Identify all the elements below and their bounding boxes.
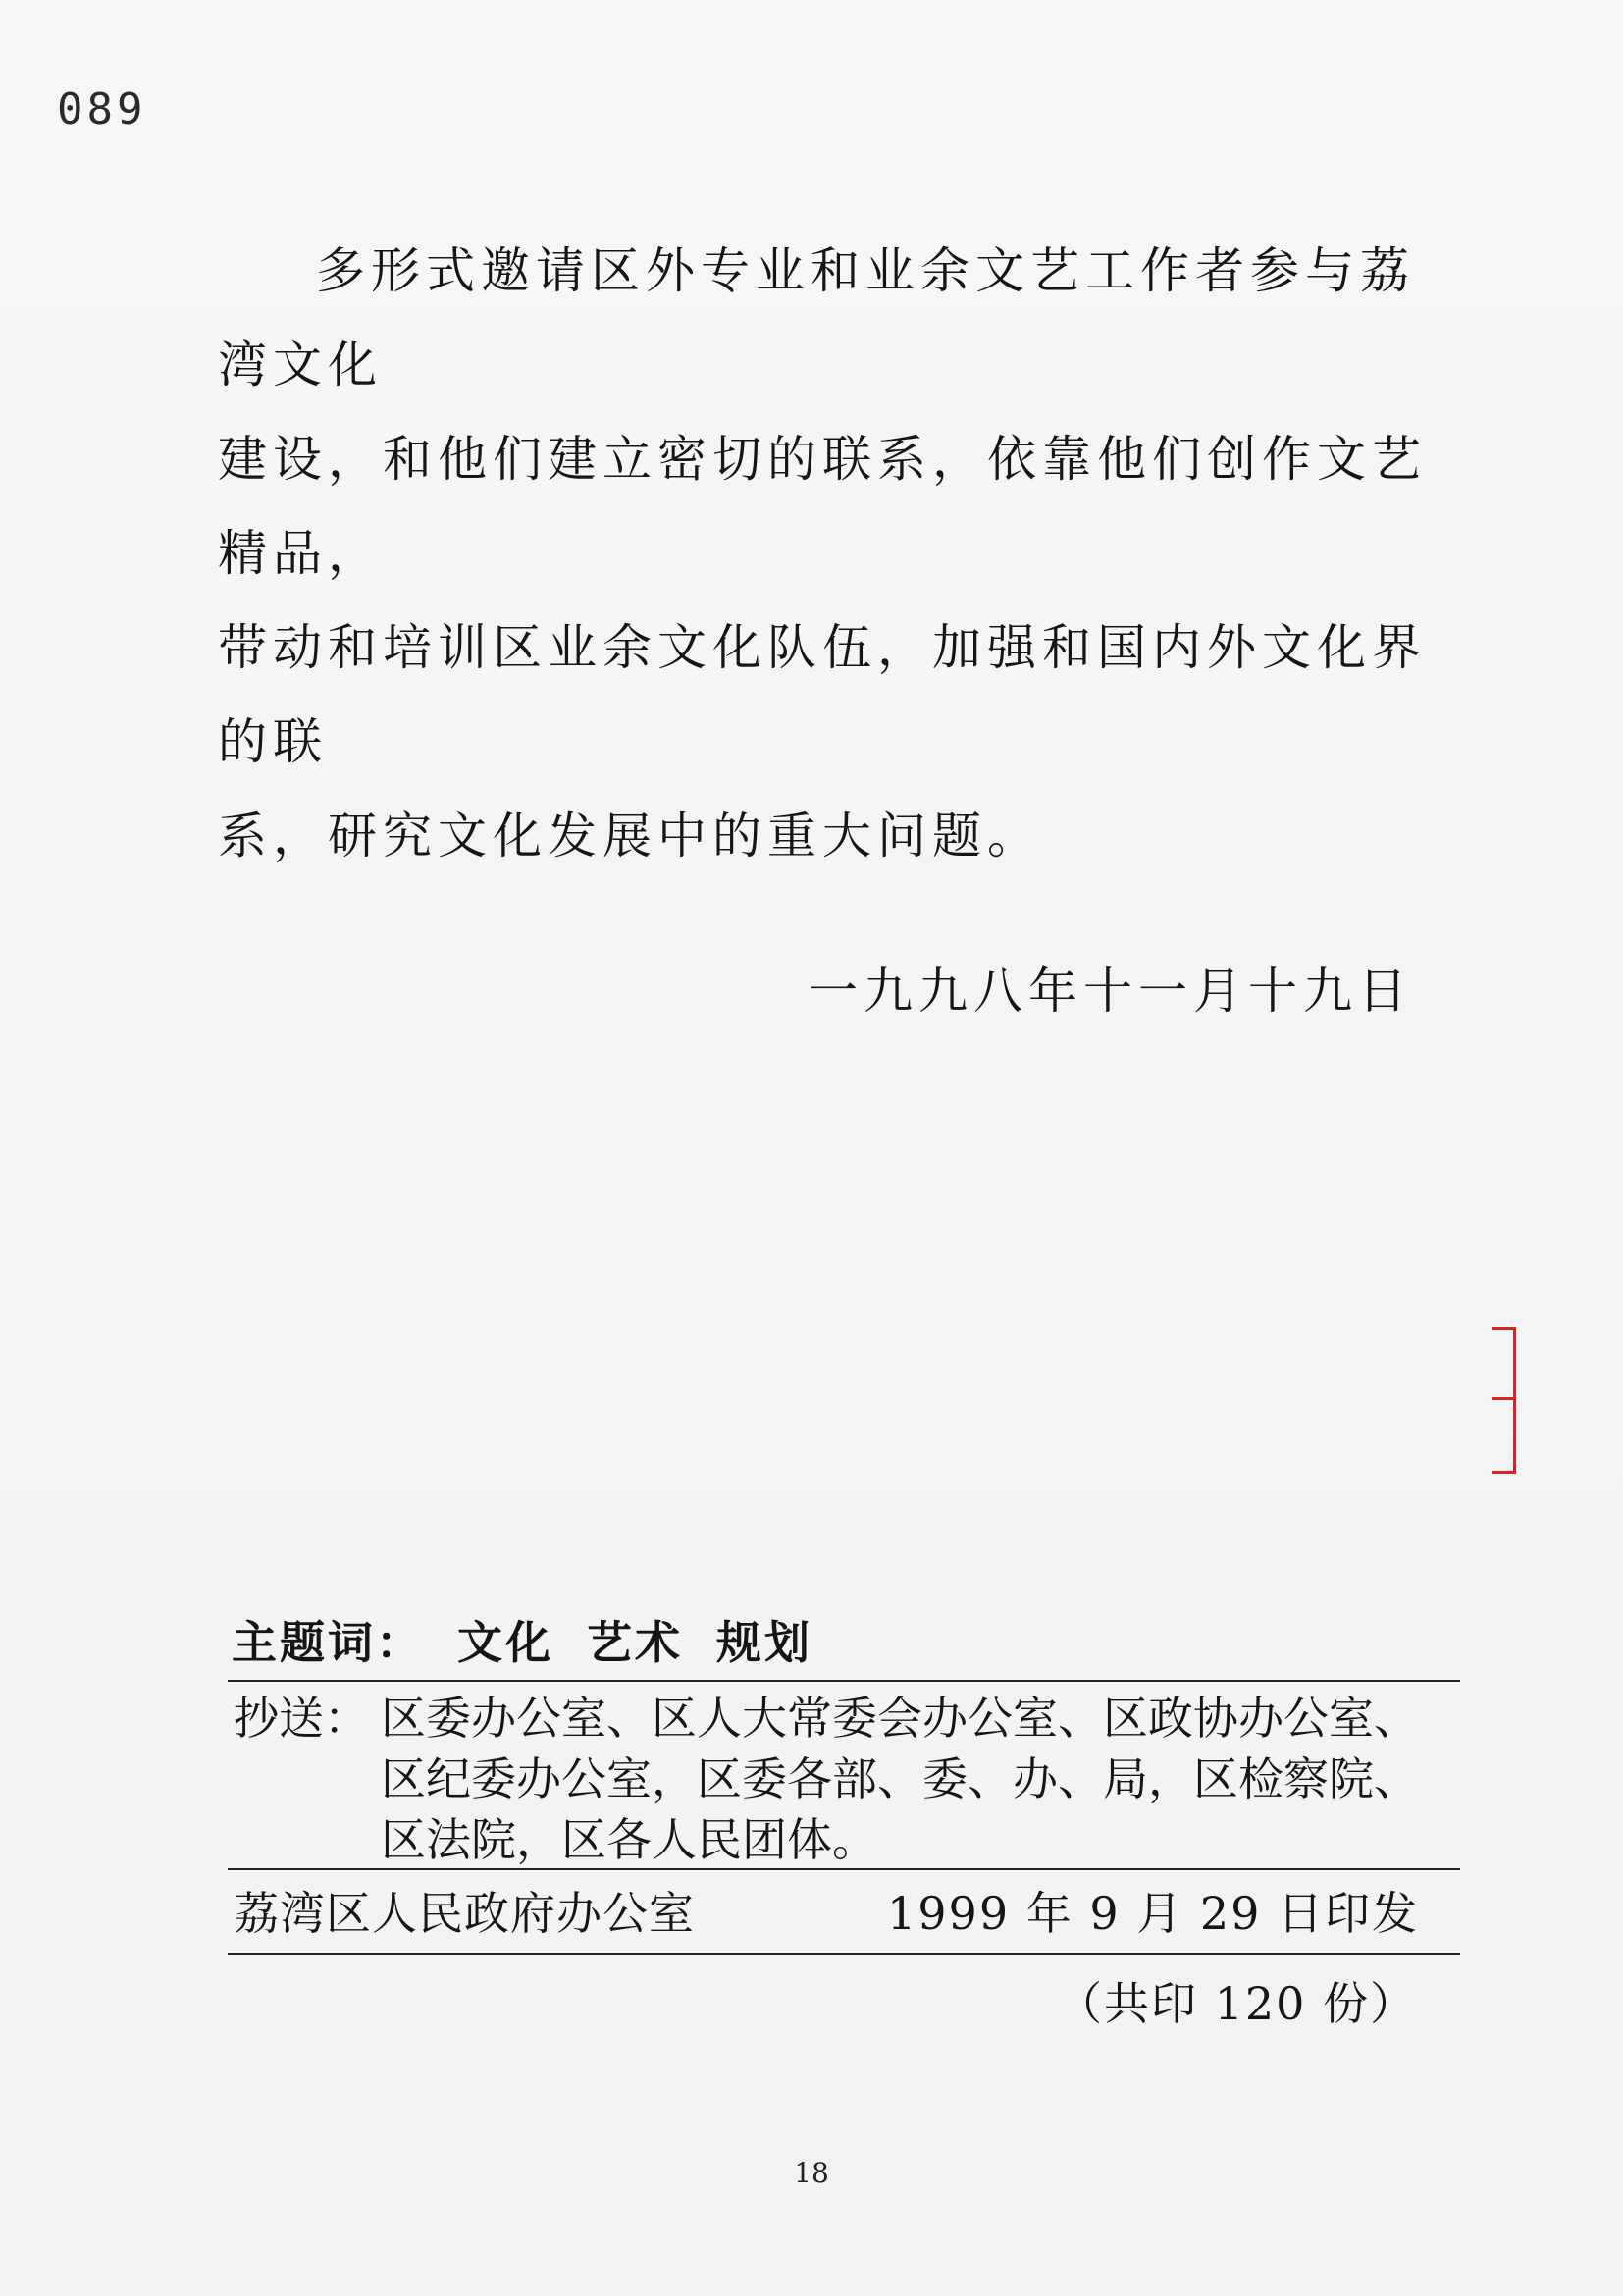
document-date: 一九九八年十一月十九日 — [809, 963, 1413, 1019]
red-margin-tick — [1492, 1397, 1515, 1400]
subject-label: 主题词： — [232, 1616, 424, 1669]
red-margin-mark — [1513, 1327, 1516, 1474]
cc-line: 区纪委办公室，区委各部、委、办、局，区检察院、 — [381, 1752, 1419, 1805]
issue-date: 1999 年 9 月 29 日印发 — [887, 1887, 1419, 1940]
red-margin-tick — [1492, 1327, 1515, 1330]
cc-label: 抄送： — [234, 1692, 369, 1745]
cc-line: 区委办公室、区人大常委会办公室、区政协办公室、 — [381, 1692, 1419, 1745]
divider-bottom — [228, 1953, 1460, 1955]
body-line: 建设，和他们建立密切的联系，依靠他们创作文艺精品， — [218, 431, 1427, 582]
body-paragraph — [218, 224, 1435, 883]
archive-page-number: 089 — [57, 84, 147, 134]
subject-keyword: 艺术 — [587, 1616, 683, 1669]
body-line: 系，研究文化发展中的重大问题。 — [218, 808, 1042, 864]
body-line: 多形式邀请区外专业和业余文艺工作者参与荔湾文化 — [218, 242, 1415, 393]
copies-count: （共印 120 份） — [1056, 1977, 1417, 2030]
cc-line: 区法院，区各人民团体。 — [381, 1813, 877, 1866]
subject-keyword: 文化 — [457, 1616, 553, 1669]
divider-middle — [228, 1868, 1460, 1870]
divider-top — [228, 1680, 1460, 1682]
issuing-office: 荔湾区人民政府办公室 — [234, 1887, 695, 1940]
page-number-bottom: 18 — [794, 2157, 829, 2189]
body-line: 带动和培训区业余文化队伍，加强和国内外文化界的联 — [218, 619, 1427, 770]
subject-keyword: 规划 — [716, 1616, 812, 1669]
cc-recipients — [381, 1688, 1470, 1870]
subject-keywords — [232, 1607, 812, 1672]
red-margin-tick — [1492, 1471, 1515, 1474]
